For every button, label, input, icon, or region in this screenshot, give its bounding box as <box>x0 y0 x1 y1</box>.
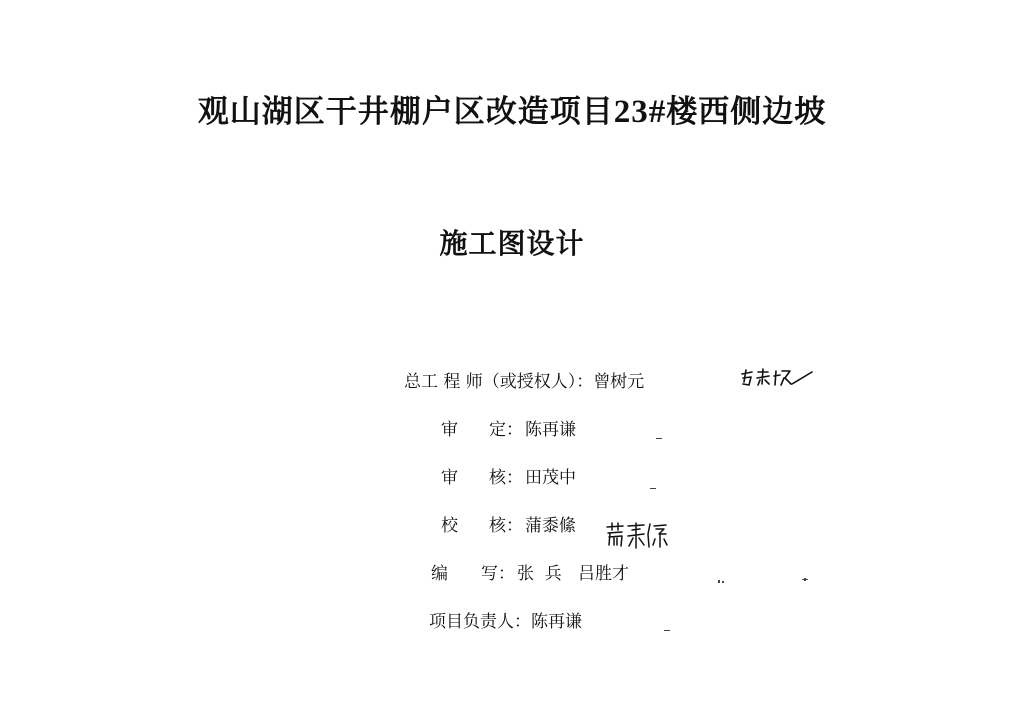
signature-row-review <box>441 464 576 492</box>
scan-mark <box>718 580 724 583</box>
role-label-approval-char2: 定： <box>489 420 523 440</box>
signature-row-approval <box>441 416 576 444</box>
title-prefix: 观山湖区干井棚户区改造项目 <box>197 94 614 130</box>
title-number: 23# <box>613 94 667 130</box>
name-project-lead: 陈再谦 <box>531 612 582 632</box>
signature-row-chief-engineer <box>404 368 644 396</box>
title-suffix: 楼西侧边坡 <box>666 94 827 130</box>
name-proofread: 蒲黍絛 <box>525 516 576 536</box>
role-label-author-char1: 编 <box>431 564 448 584</box>
document-title-line1 <box>0 86 1024 131</box>
handwritten-signature-proofread <box>604 520 670 550</box>
scan-mark <box>802 578 808 581</box>
name-approval: 陈再谦 <box>525 420 576 440</box>
role-label-project-lead: 项目负责人： <box>429 612 531 632</box>
role-label-proofread-char1: 校 <box>441 516 458 536</box>
handwritten-signature-chief-engineer <box>738 366 814 392</box>
name-author: 张 兵 吕胜才 <box>517 564 630 584</box>
document-title-line2: 施工图设计 <box>439 227 585 260</box>
signature-row-project-lead <box>429 608 582 636</box>
role-label-review-char2: 核： <box>489 468 523 488</box>
role-label-approval-char1: 审 <box>441 420 458 440</box>
role-label-review-char1: 审 <box>441 468 458 488</box>
name-chief-engineer: 曾树元 <box>593 372 645 392</box>
role-label-proofread-char2: 核： <box>489 516 523 536</box>
signature-row-proofread <box>441 512 576 540</box>
role-label-author-char2: 写： <box>481 564 515 584</box>
scan-mark <box>664 629 670 632</box>
scan-mark <box>656 437 662 440</box>
signature-row-author <box>431 560 629 588</box>
role-label-chief-engineer: 总工 程 师（或授权人）： <box>404 372 594 392</box>
scan-mark <box>650 487 656 490</box>
name-review: 田茂中 <box>525 468 576 488</box>
